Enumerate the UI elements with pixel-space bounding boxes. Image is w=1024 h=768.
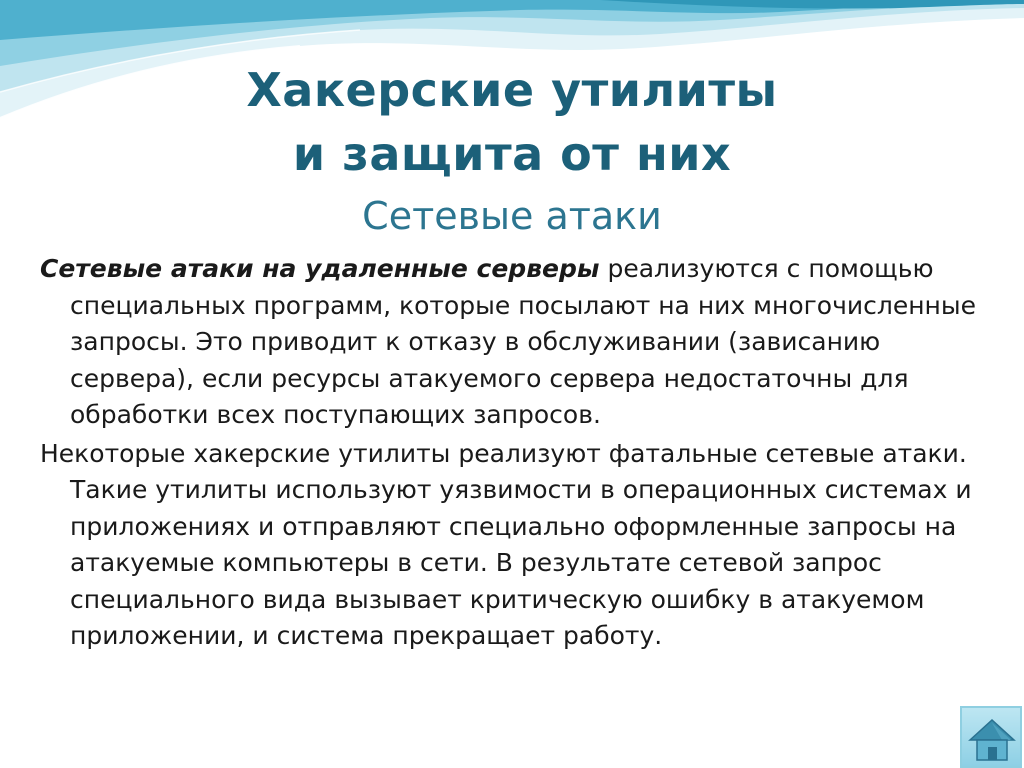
paragraph-text: Некоторые хакерские утилиты реализуют фатальные сетевые атаки. Такие утилиты используют уязвимости в операционных системах и приложениях и отправляют специально оформленные запросы на атакуемые компьютеры в сети. В результате сетевой запрос специального вида вызывает критическую ошибку в атакуемом приложении, и система прекращает работу. xyxy=(40,438,972,650)
slide-title xyxy=(0,58,1024,186)
slide-subtitle: Сетевые атаки xyxy=(362,194,662,238)
paragraph-lead-emphasis: Сетевые атаки на удаленные серверы xyxy=(40,254,600,283)
home-icon xyxy=(966,714,1018,764)
slide-title-line-2: и защита от них xyxy=(292,127,732,181)
home-button[interactable] xyxy=(960,706,1022,768)
paragraph-text: реализуются с помощью специальных программ, которые посылают на них многочисленные запросы. Это приводит к отказу в обслуживании (зависанию сервера), если ресурсы атакуемого сервера недостаточны для обработки всех поступающих запросов. xyxy=(70,254,977,429)
paragraph-fatal-attacks xyxy=(40,436,980,655)
slide-title-line-1: Хакерские утилиты xyxy=(246,63,778,117)
slide-body xyxy=(40,251,980,657)
paragraph-network-attacks xyxy=(40,251,980,434)
